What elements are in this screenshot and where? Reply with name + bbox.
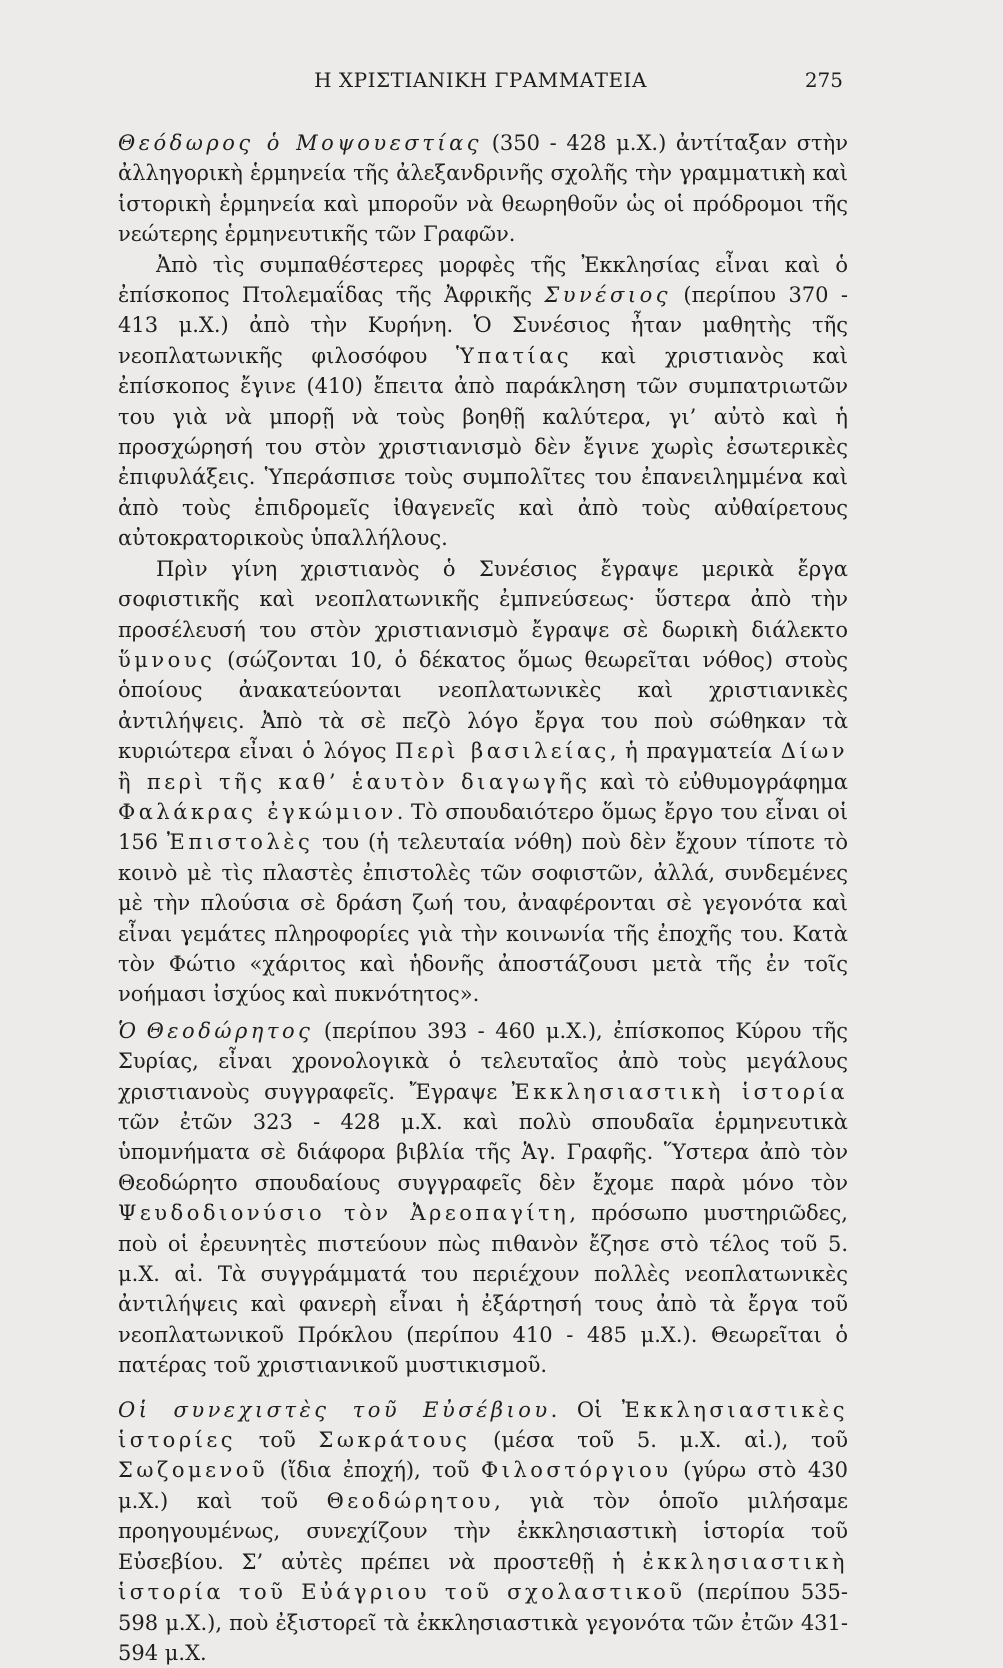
paragraph-theodore	[118, 128, 848, 250]
paragraph-theodoret	[118, 1016, 848, 1381]
work-title: Ἐκκλησιαστικὲς ἱστορίες	[118, 1397, 848, 1453]
person-name: Φιλοστόργιου	[481, 1458, 672, 1483]
work-title: Ἐπιστολὲς	[166, 830, 314, 855]
person-name: Θεοδώρητου	[326, 1488, 495, 1513]
work-title: Ἐκκλησιαστικὴ ἱστορία	[511, 1079, 848, 1104]
text-run: (350 - 428 μ.Χ.) ἀντίταξαν στὴν ἀλληγορικὴ ἑρμηνεία τῆς ἀλεξανδρινῆς σχολῆς τὴν γραμματικὴ καὶ ἱστορικὴ ἑρμηνεία καὶ μποροῦν νὰ θεωρηθοῦν ὡς οἱ πρόδρομοι τῆς νεώτερης ἑρμηνευτικῆς τῶν Γραφῶν.	[118, 131, 848, 247]
text-run: τῶν ἐτῶν 323 - 428 μ.Χ. καὶ πολὺ σπουδαῖα ἑρμηνευτικὰ ὑπομνήματα σὲ διάφορα βιβλία τῆς Ἁγ. Γραφῆς. Ὕστερα ἀπὸ τὸν Θεοδώρητο σπουδαίους συγγραφεῖς δὲν ἔχομε παρὰ μόνο τὸν	[118, 1110, 848, 1195]
paragraph-eusebius-continuators	[118, 1395, 848, 1668]
person-name: Ὑπατίας	[456, 343, 573, 368]
text-run: καὶ τὸ εὐθυμογράφημα	[590, 769, 848, 794]
person-name: Συνέσιος	[544, 283, 672, 308]
text-run: . Οἱ	[550, 1397, 622, 1422]
text-run: καὶ χριστιανὸς καὶ ἐπίσκοπος ἔγινε (410) ἔπειτα ἀπὸ παράκληση τῶν συμπατριωτῶν του γιὰ νὰ μπορῇ νὰ τοὺς βοηθῇ καλύτερα, γι’ αὐτὸ καὶ ἡ προσχώρησή του στὸν χριστιανισμὸ δὲν ἔγινε χωρὶς ἐσωτερικὲς ἐπιφυλάξεις. Ὑπεράσπισε τοὺς συμπολῖτες του ἐπανειλημμένα καὶ ἀπὸ τοὺς ἐπιδρομεῖς ἰθαγενεῖς καὶ ἀπὸ τοὺς αὐθαίρετους αὐτοκρατορικοὺς ὑπαλλήλους.	[118, 343, 849, 551]
work-title: Φαλάκρας ἐγκώμιον	[118, 799, 397, 824]
person-name: Σωκράτους	[318, 1428, 471, 1453]
page-header	[118, 68, 843, 100]
text-run: (μέσα τοῦ 5. μ.Χ. αἰ.), τοῦ	[470, 1428, 848, 1453]
text-run: (σώζονται 10, ὁ δέκατος ὅμως θεωρεῖται νόθος) στοὺς ὁποίους ἀνακατεύονται νεοπλατωνικὲς καὶ χριστιανικὲς ἀντιλήψεις. Ἀπὸ τὰ σὲ πεζὸ λόγο ἔργα του ποὺ σώθηκαν τὰ κυριώτερα εἶναι ὁ λόγος	[118, 647, 848, 764]
section-heading: Οἱ συνεχιστὲς τοῦ Εὐσέβιου	[118, 1397, 551, 1422]
work-title: Δίων ἢ περὶ τῆς καθ’ ἑαυτὸν διαγωγῆς	[118, 739, 848, 794]
text-run: Ἀπὸ τὶς συμπαθέστερες μορφὲς τῆς Ἐκκλησίας εἶναι καὶ ὁ ἐπίσκοπος Πτολεμαΐδας τῆς Ἀφρικῆς	[118, 252, 848, 308]
text-run: , πρόσωπο μυστηριῶδες, ποὺ οἱ ἐρευνητὲς πιστεύουν πὼς πιθανὸν ἔζησε στὸ τέλος τοῦ 5. μ.Χ. αἰ. Τὰ συγγράμματά του περιέχουν πολλὲς νεοπλατωνικὲς ἀντιλήψεις καὶ φανερὴ εἶναι ἡ ἐξάρτησή τους ἀπὸ τὰ ἔργα τοῦ νεοπλατωνικοῦ Πρόκλου (περίπου 410 - 485 μ.Χ.). Θεωρεῖται ὁ πατέρας τοῦ χριστιανικοῦ μυστικισμοῦ.	[118, 1201, 848, 1378]
text-run: (ἴδια ἐποχή), τοῦ	[268, 1458, 481, 1483]
person-name: Σωζομενοῦ	[118, 1458, 269, 1483]
person-name: Θεοδώρητος	[146, 1018, 314, 1043]
paragraph-synesius	[118, 250, 848, 554]
text-run: (γύρω στὸ 430 μ.Χ.) καὶ τοῦ	[118, 1458, 848, 1513]
page-number: 275	[804, 68, 843, 92]
person-name: Θεόδωρος ὁ Μοψουεστίας	[118, 131, 483, 155]
work-title: Περὶ βασιλείας	[395, 739, 610, 764]
text-run: του (ἡ τελευταία νόθη) ποὺ δὲν ἔχουν τίποτε τὸ κοινὸ μὲ τὶς πλαστὲς ἐπιστολὲς τῶν σοφιστῶν, ἀλλά, συνδεμένες μὲ τὴν πλούσια σὲ δράση ζωή του, ἀναφέρονται σὲ γεγονότα καὶ εἶναι γεμάτες πληροφορίες γιὰ τὴν κοινωνία τῆς ἐποχῆς του. Κατὰ τὸν Φώτιο «χάριτος καὶ ἡδονῆς ἀποστάζουσι μετὰ τῆς ἐν τοῖς νοήμασι ἰσχύος καὶ πυκνότητος».	[118, 830, 849, 1007]
work-title: ἐκκλησιαστικὴ ἱστορία τοῦ Εὐάγριου τοῦ σχολαστικοῦ	[118, 1549, 848, 1605]
text-run: τοῦ	[236, 1428, 319, 1453]
text-run: (περίπου 370 - 413 μ.Χ.) ἀπὸ τὴν Κυρήνη. Ὁ Συνέσιος ἦταν μαθητὴς τῆς νεοπλατωνικῆς φιλοσόφου	[118, 283, 848, 368]
text-run: Πρὶν γίνη χριστιανὸς ὁ Συνέσιος ἔγραψε μερικὰ ἔργα σοφιστικῆς καὶ νεοπλατωνικῆς ἐμπνεύσεως· ὕστερα ἀπὸ τὴν προσέλευσή του στὸν χριστιανισμὸ ἔγραψε σὲ δωρικὴ διάλεκτο	[118, 556, 848, 642]
person-name: Ψευδοδιονύσιο τὸν Ἀρεοπαγίτη	[118, 1201, 570, 1226]
text-run: (περίπου 393 - 460 μ.Χ.), ἐπίσκοπος Κύρου τῆς Συρίας, εἶναι χρονολογικὰ ὁ τελευταῖος ἀπὸ τοὺς μεγάλους χριστιανοὺς συγγραφεῖς. Ἔγραψε	[118, 1018, 848, 1104]
text-run: Ὁ	[118, 1018, 147, 1043]
text-run: (περίπου 535-598 μ.Χ.), ποὺ ἐξιστορεῖ τὰ ἐκκλησιαστικὰ γεγονότα τῶν ἐτῶν 431-594 μ.Χ.	[118, 1580, 848, 1665]
running-title: Η ΧΡΙΣΤΙΑΝΙΚΗ ΓΡΑΜΜΑΤΕΙΑ	[314, 68, 647, 92]
text-run: . Τὸ σπουδαιότερο ὅμως ἔργο του εἶναι οἱ 156	[118, 799, 849, 855]
work-title: ὕμνους	[118, 647, 216, 672]
body-text	[118, 128, 848, 1668]
paragraph-synesius-works	[118, 554, 848, 1010]
text-run: , ἡ πραγματεία	[609, 739, 781, 764]
text-run: , γιὰ τὸν ὁποῖο μιλήσαμε προηγουμένως, συνεχίζουν τὴν ἐκκλησιαστικὴ ἱστορία τοῦ Εὐσεβίου. Σ’ αὐτὲς πρέπει νὰ προστεθῇ ἡ	[118, 1488, 849, 1574]
